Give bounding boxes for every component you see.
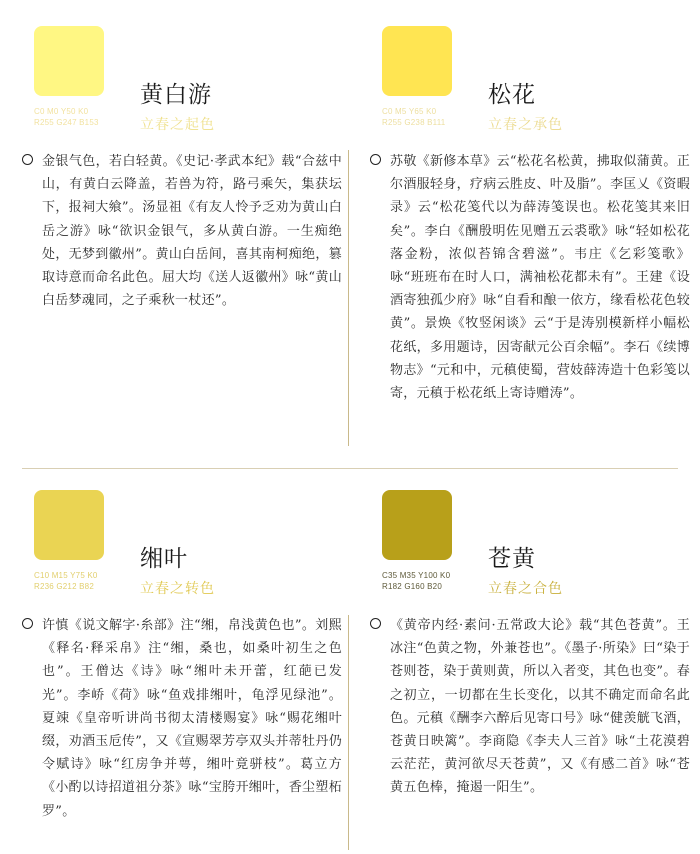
color-phase: 立春之起色 [140,117,215,133]
rgb-code: R236 G212 B82 [34,582,94,591]
row-divider [22,468,678,469]
color-swatch [34,490,104,560]
color-name: 缃叶 [140,546,188,572]
color-swatch [382,26,452,96]
cmyk-code: C0 M0 Y50 K0 [34,107,89,116]
circle-bullet-icon [370,618,381,629]
circle-bullet-icon [22,154,33,165]
color-phase: 立春之合色 [488,581,563,597]
color-name: 松花 [488,82,536,108]
color-name: 苍黄 [488,546,536,572]
color-codes [34,106,99,128]
cmyk-code: C10 M15 Y75 K0 [34,571,98,580]
circle-bullet-icon [22,618,33,629]
color-codes [34,570,98,592]
color-swatch [34,26,104,96]
color-codes [382,106,445,128]
color-codes [382,570,450,592]
rgb-code: R182 G160 B20 [382,582,442,591]
color-phase: 立春之转色 [140,581,215,597]
color-phase: 立春之承色 [488,117,563,133]
color-description: 许慎《说文解字·糸部》注“缃，帛浅黄色也”。刘熙《释名·释采帛》注“缃，桑也，如桑叶初生之色也”。王僧达《诗》咏“缃叶未开蕾，红葩已发光”。李峤《荷》咏“鱼戏排缃叶，龟浮见绿池”。夏竦《皇帝听讲尚书彻太清楼赐宴》咏“赐花缃叶缀，劝酒玉卮传”，又《宣赐翠芳亭双头并蒂牡丹仍令赋诗》咏“红房争并萼，缃叶竟骈枝”。葛立方《小酌以诗招道祖分茶》咏“宝胯开缃叶，香尘塑柘罗”。 [42,618,342,819]
cmyk-code: C0 M5 Y65 K0 [382,107,437,116]
color-swatch [382,490,452,560]
rgb-code: R255 G247 B153 [34,118,99,127]
cmyk-code: C35 M35 Y100 K0 [382,571,451,580]
color-description: 金银气色，若白轻黄。《史记·孝武本纪》载“合兹中山，有黄白云降盖，若兽为符，路弓乘矢，集获坛下，报祠大飨”。汤显祖《有友人怜予乏劝为黄山白岳之游》咏“欲识金银气，多从黄白游。一生痴绝处，无梦到徽州”。黄山白岳间，喜其南柯痴绝，篡取诗意而命名此色。屈大均《送人返徽州》咏“黄山白岳梦魂同，之子乘秋一杖还”。 [42,154,342,309]
circle-bullet-icon [370,154,381,165]
color-description: 《黄帝内经·素问·五常政大论》载“其色苍黄”。王冰注“色黄之物，外兼苍也”。《墨子·所染》曰“染于苍则苍，染于黄则黄，所以入者变，其色也变”。春之初立，一切都在生长变化，以其不确定而命名此色。元稹《酬李六醉后见寄口号》咏“健羡觥飞酒，苍黄日映篱”。李商隐《李夫人三首》咏“土花漠碧云茫茫，黄河欲尽天苍黄”，又《有感二首》咏“苍黄五色棒，掩遏一阳生”。 [390,618,690,796]
rgb-code: R255 G238 B111 [382,118,446,127]
color-name: 黄白游 [140,82,212,108]
color-description: 苏敬《新修本草》云“松花名松黄，拂取似蒲黄。正尔酒服轻身，疗病云胜皮、叶及脂”。李匡乂《资暇录》云“松花笺代以为薛涛笺误也。松花笺其来旧矣”。李白《酬殷明佐见赠五云裘歌》咏“轻如松花落金粉，浓似苔锦含碧滋”。韦庄《乞彩笺歌》咏“班班布在时人口，满袖松花都未有”。王建《设酒寄独孤少府》咏“自看和酿一依方，缘看松花色较黄”。景焕《牧竖闲谈》云“于是涛别模新样小幅松花纸，多用题诗，因寄献元公百余幅”。李石《续博物志》“元和中，元稹使蜀，营妓薛涛造十色彩笺以寄，元稹于松花纸上寄诗赠涛”。 [390,154,690,402]
column-divider-bottom [348,615,349,850]
column-divider-top [348,150,349,446]
